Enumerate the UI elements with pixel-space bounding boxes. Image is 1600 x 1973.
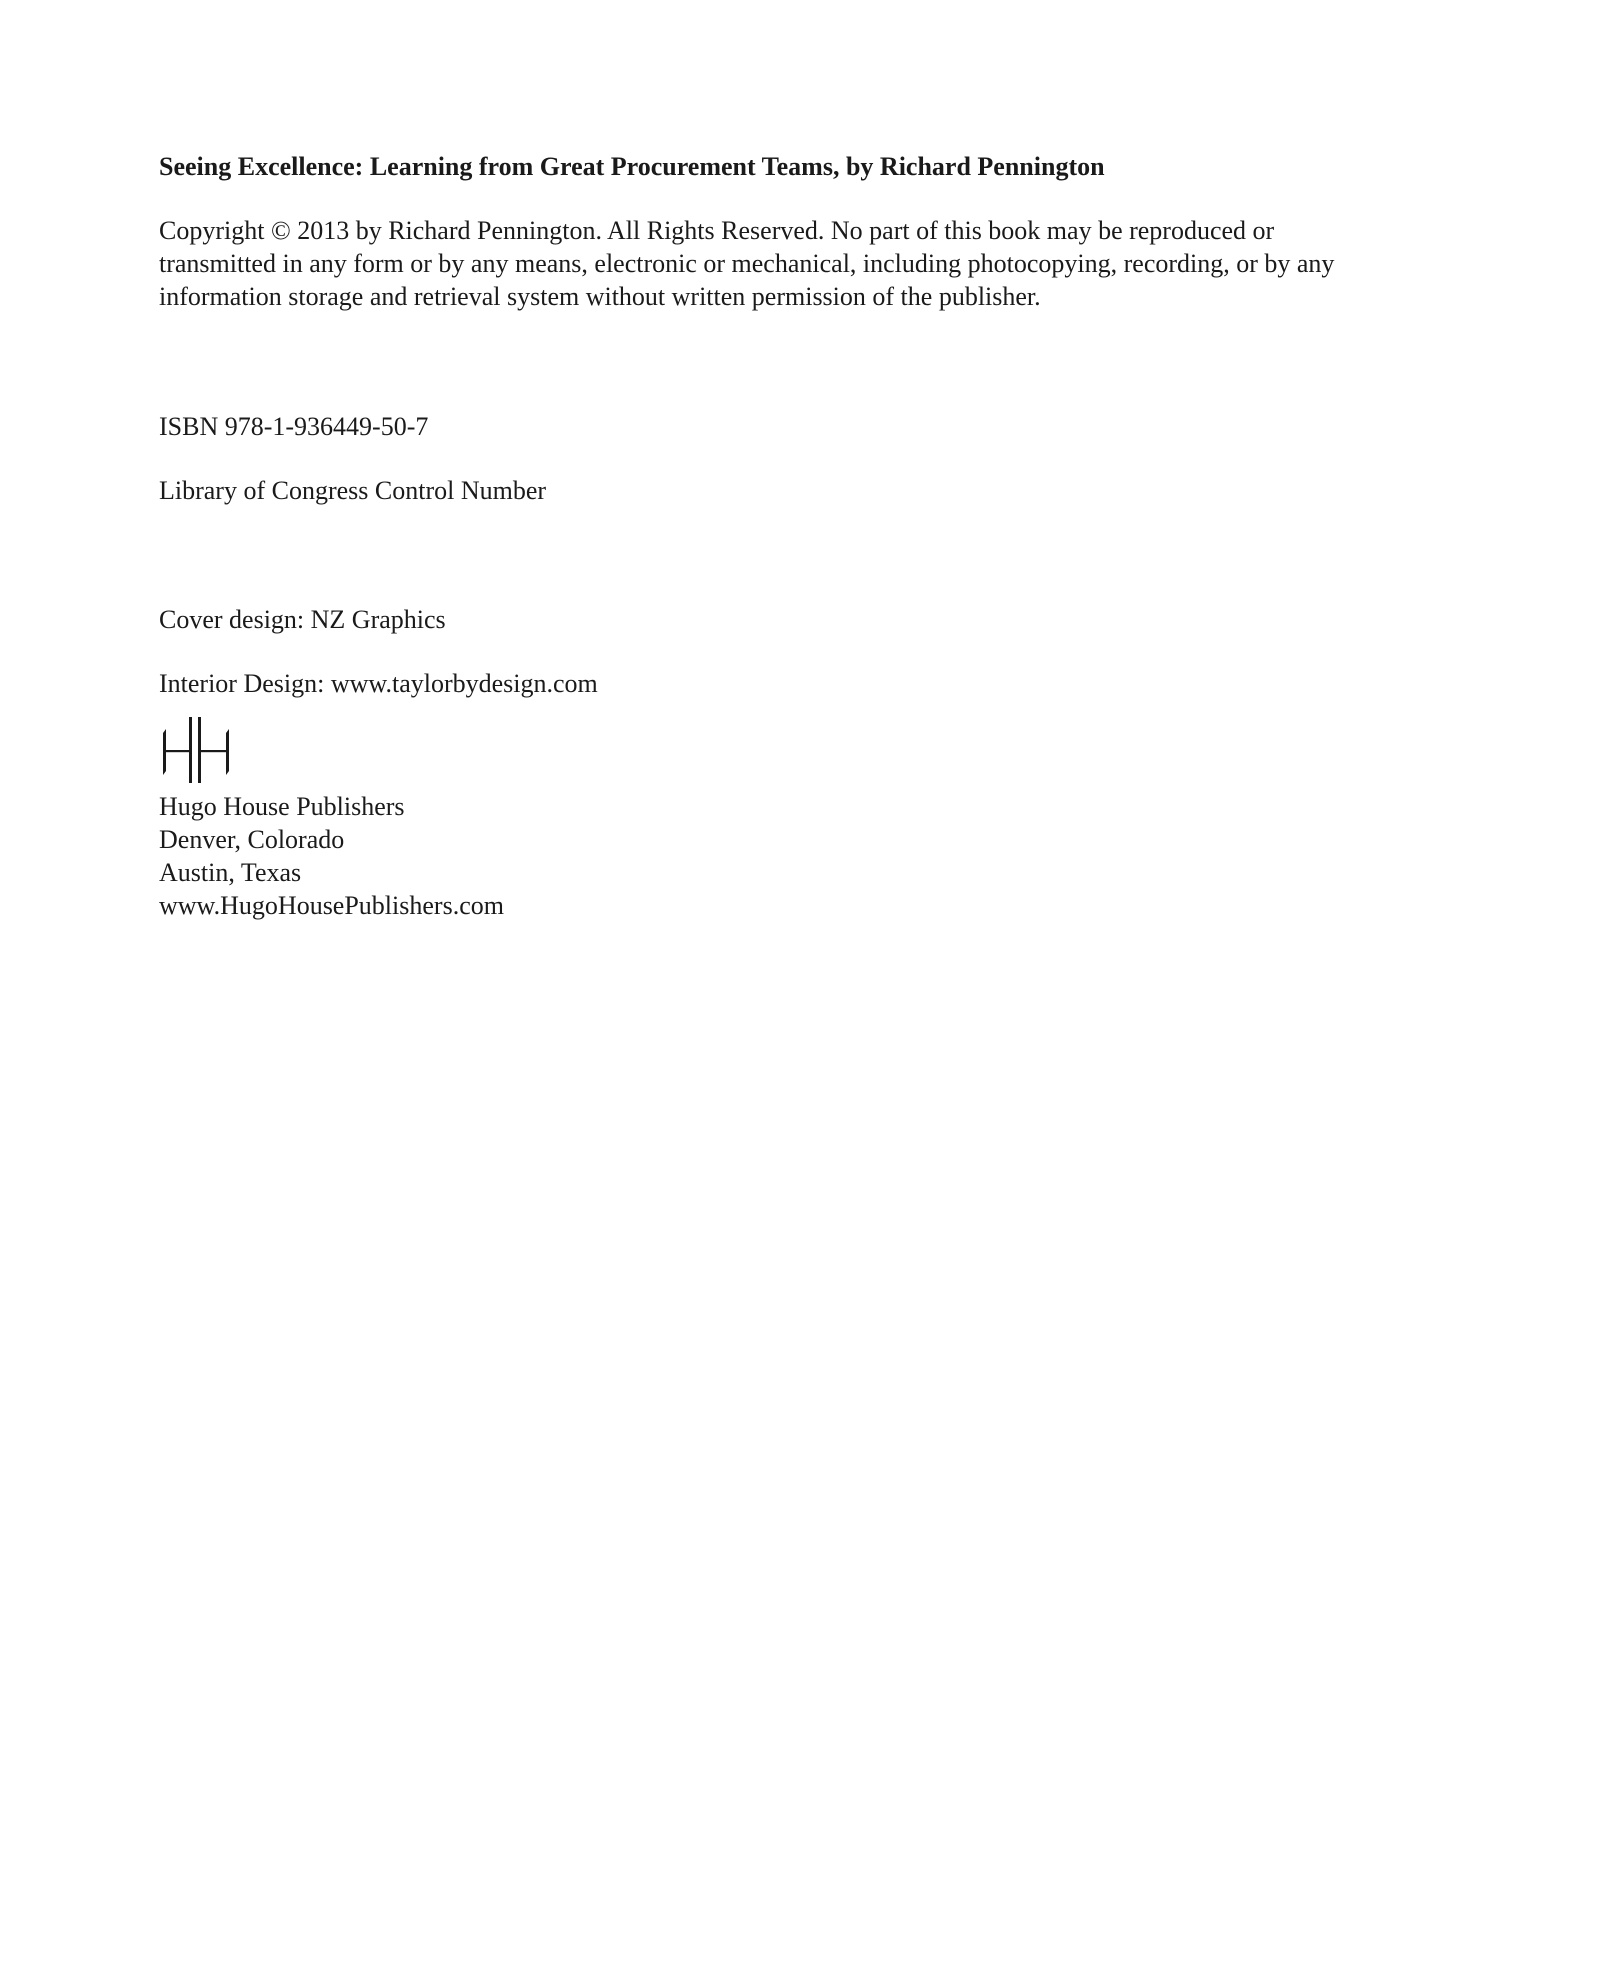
publisher-address [159,790,1379,922]
cover-design-credit: Cover design: NZ Graphics [159,605,446,634]
publisher-name: Hugo House Publishers [159,792,405,821]
lccn-line: Library of Congress Control Number [159,476,547,505]
hh-monogram-icon [160,715,232,785]
publisher-city-austin: Austin, Texas [159,858,302,887]
book-title-line: Seeing Excellence: Learning from Great Procurement Teams, by Richard Pennington [159,152,1105,181]
copyright-notice: Copyright © 2013 by Richard Pennington. All Rights Reserved. No part of this book may be reproduced or transmitted in any form or by any means, electronic or mechanical, including photocopying, recording, or by any information storage and retrieval system without written permission of the publisher. [159,216,1335,311]
publisher-city-denver: Denver, Colorado [159,825,345,854]
isbn-line: ISBN 978-1-936449-50-7 [159,412,429,441]
page-content [159,150,1379,922]
interior-design-credit: Interior Design: www.taylorbydesign.com [159,669,598,698]
publisher-website: www.HugoHousePublishers.com [159,891,504,920]
